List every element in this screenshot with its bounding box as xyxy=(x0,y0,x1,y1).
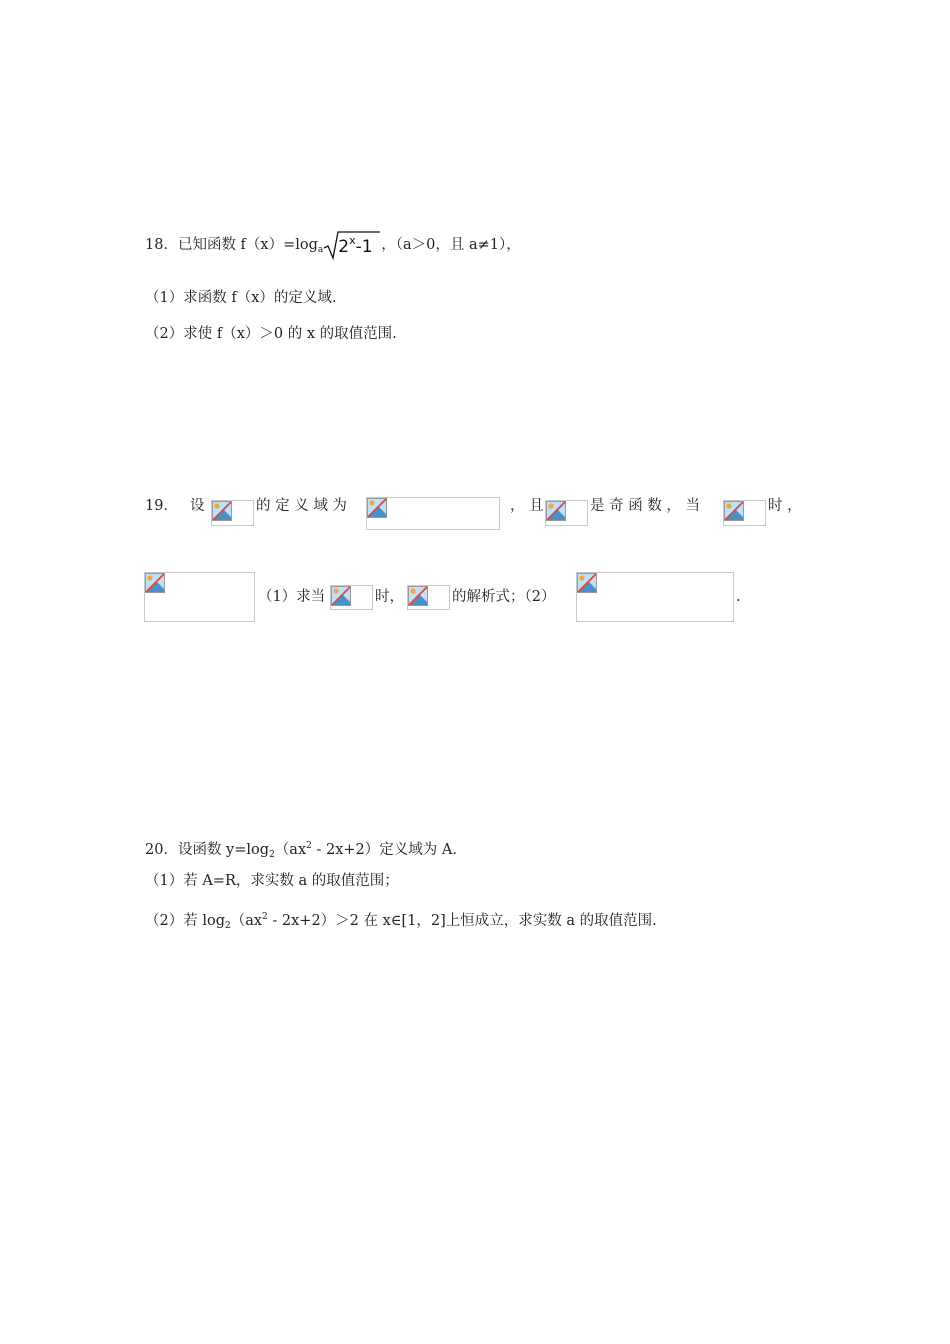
q19-text-end: . xyxy=(736,589,741,605)
q18-part1: （1）求函数 f（x）的定义域. xyxy=(145,290,337,306)
q19-text-domain: 的 定 义 域 为 xyxy=(256,498,347,514)
q18-stem xyxy=(145,229,521,260)
q19-text-expr: 的解析式；（2） xyxy=(452,589,556,605)
q18-radicand-tail: -1 xyxy=(355,237,373,257)
q19-image-interval xyxy=(330,585,373,610)
q20-line1-sub: 2 xyxy=(269,850,275,860)
broken-image-icon xyxy=(546,501,566,521)
q19-image-part2 xyxy=(576,572,734,622)
broken-image-icon xyxy=(408,586,428,606)
q20-part2-b: （ax xyxy=(230,913,263,929)
q20-stem xyxy=(145,836,457,865)
broken-image-icon xyxy=(577,573,597,593)
q20-part2-c: - 2x+2）＞2 在 x∈[1，2]上恒成立，求实数 a 的取值范围. xyxy=(267,913,657,929)
q19-text-shi: 时 ， xyxy=(768,498,802,514)
q19-text-qie: ， 且 xyxy=(510,498,544,514)
broken-image-icon xyxy=(367,498,387,518)
q20-part2-a: （2）若 log xyxy=(145,913,225,929)
q19-image-condition xyxy=(723,500,766,526)
q18-log-base: a xyxy=(317,245,324,255)
q20-part1: （1）若 A=R，求实数 a 的取值范围； xyxy=(145,873,399,889)
q20-line1-c: - 2x+2）定义域为 A. xyxy=(311,842,457,858)
q20-line1-a: 20．设函数 y=log xyxy=(145,842,270,858)
q19-image-odd-function xyxy=(545,500,588,526)
q19-image-fx xyxy=(407,585,450,610)
q18-radicand-exp: x xyxy=(349,234,356,247)
q20-part2 xyxy=(145,907,657,936)
q19-image-function xyxy=(211,500,254,526)
q18-radicand-base: 2 xyxy=(338,237,350,257)
q20-part2-sub: 2 xyxy=(224,921,231,931)
q19-text-odd: 是 奇 函 数 ， 当 xyxy=(590,498,701,514)
q18-prefix: 18．已知函数 f（x）=log xyxy=(145,237,318,253)
broken-image-icon xyxy=(145,573,165,593)
q19-image-expression xyxy=(144,572,255,622)
q19-text-she: 设 xyxy=(190,498,205,514)
q18-part2: （2）求使 f（x）＞0 的 x 的取值范围. xyxy=(145,326,397,342)
q18-suffix: ，（a＞0，且 a≠1）， xyxy=(381,237,521,253)
q19-image-domain-set xyxy=(366,497,500,530)
broken-image-icon xyxy=(724,501,744,521)
q19-number: 19． xyxy=(145,498,178,514)
q20-line1-b: （ax xyxy=(274,842,307,858)
q18-sqrt xyxy=(323,229,381,259)
q20-line1-sup: 2 xyxy=(306,841,312,851)
broken-image-icon xyxy=(212,501,232,521)
broken-image-icon xyxy=(331,586,351,606)
q19-text-part1: （1）求当 xyxy=(258,589,326,605)
q20-part2-sup: 2 xyxy=(262,912,268,922)
q19-text-shi2: 时， xyxy=(375,589,404,605)
